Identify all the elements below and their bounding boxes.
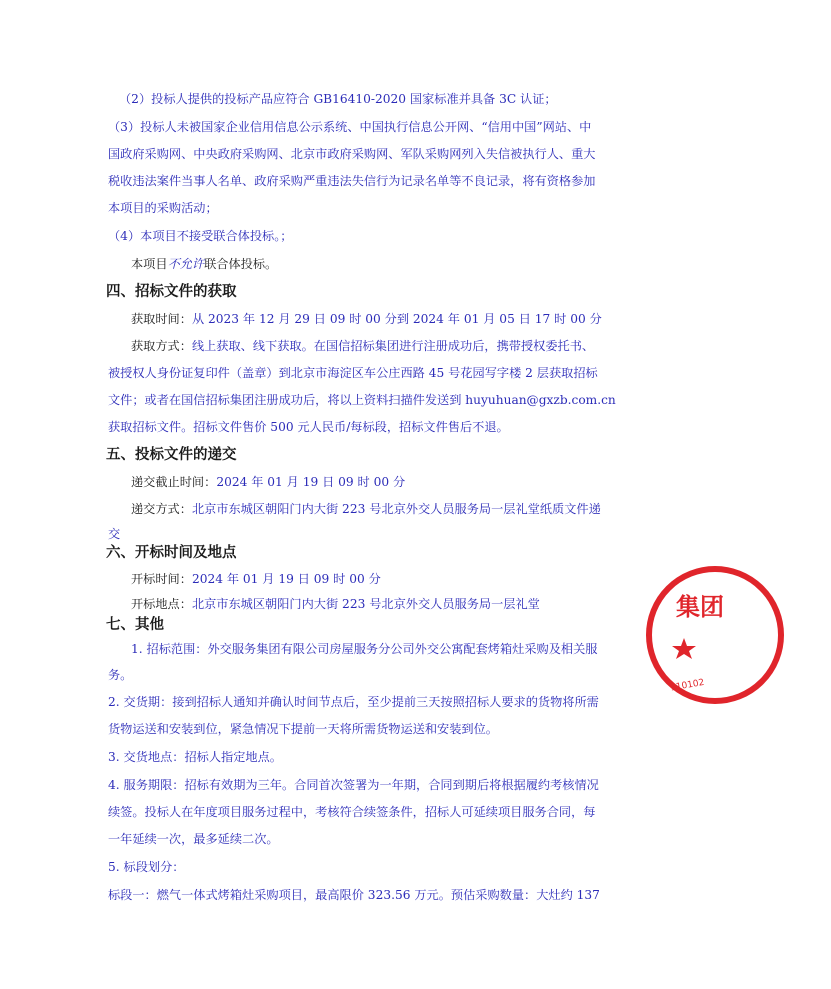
requirement-item-3-line-3: 税收违法案件当事人名单、政府采购严重违法失信行为记录名单等不良记录，将有资格参加 <box>108 174 596 188</box>
opening-place: 开标地点：北京市东城区朝阳门内大街 223 号北京外交人员服务局一层礼堂 <box>131 597 540 611</box>
lot-1-line: 标段一：燃气一体式烤箱灶采购项目，最高限价 323.56 万元。预估采购数量：大灶约 137 <box>108 888 600 902</box>
other-item-4-line-3: 一年延续一次，最多延续二次。 <box>108 832 279 846</box>
consortium-statement: 本项目不允许联合体投标。 <box>131 257 278 271</box>
obtain-method-line-2: 被授权人身份证复印件（盖章）到北京市海淀区车公庄西路 45 号花园写字楼 2 层获取招标 <box>108 366 598 380</box>
obtain-method-line-4: 获取招标文件。招标文件售价 500 元人民币/每标段，招标文件售后不退。 <box>108 420 509 434</box>
other-item-4-line-2: 续签。投标人在年度项目服务过程中，考核符合续签条件，招标人可延续项目服务合同，每 <box>108 805 596 819</box>
requirement-item-3-line-2: 国政府采购网、中央政府采购网、北京市政府采购网、军队采购网列入失信被执行人、重大 <box>108 147 596 161</box>
requirement-item-3-line-1: （3）投标人未被国家企业信用信息公示系统、中国执行信息公开网、“信用中国”网站、中 <box>108 120 592 134</box>
other-item-4-line-1: 4. 服务期限：招标有效期为三年。合同首次签署为一年期，合同到期后将根据履约考核情况 <box>108 778 599 792</box>
obtain-method-line-3: 文件；或者在国信招标集团注册成功后，将以上资料扫描件发送到 huyuhuan@gxzb.com.cn <box>108 393 616 407</box>
submit-method-line-1: 递交方式：北京市东城区朝阳门内大街 223 号北京外交人员服务局一层礼堂纸质文件递 <box>131 502 601 516</box>
requirement-item-3-line-4: 本项目的采购活动； <box>108 201 218 215</box>
requirement-item-2: （2）投标人提供的投标产品应符合 GB16410-2020 国家标准并具备 3C 认证； <box>119 92 557 106</box>
section-heading-obtain: 四、招标文件的获取 <box>106 284 237 300</box>
other-item-2-line-1: 2. 交货期：接到招标人通知并确认时间节点后，至少提前三天按照招标人要求的货物将所需 <box>108 695 599 709</box>
requirement-item-4: （4）本项目不接受联合体投标。； <box>108 229 293 243</box>
submit-deadline: 递交截止时间：2024 年 01 月 19 日 09 时 00 分 <box>131 475 406 489</box>
obtain-time: 获取时间：从 2023 年 12 月 29 日 09 时 00 分到 2024 年 01 月 05 日 17 时 00 分 <box>131 312 602 326</box>
opening-time: 开标时间：2024 年 01 月 19 日 09 时 00 分 <box>131 572 381 586</box>
submit-method-line-2: 交 <box>108 527 121 541</box>
other-item-3: 3. 交货地点：招标人指定地点。 <box>108 750 282 764</box>
other-item-1-line-2: 务。 <box>108 668 133 682</box>
stamp-star-icon <box>672 638 696 659</box>
other-item-5: 5. 标段划分： <box>108 860 185 874</box>
section-heading-other: 七、其他 <box>106 617 164 633</box>
stamp-text-bottom: 110102 <box>669 677 706 694</box>
section-heading-submit: 五、投标文件的递交 <box>106 447 237 463</box>
section-heading-opening: 六、开标时间及地点 <box>106 545 237 561</box>
stamp-text-top: 集团 <box>676 593 724 621</box>
other-item-1-line-1: 1. 招标范围：外交服务集团有限公司房屋服务分公司外交公寓配套烤箱灶采购及相关服 <box>131 642 598 656</box>
other-item-2-line-2: 货物运送和安装到位，紧急情况下提前一天将所需货物运送和安装到位。 <box>108 722 498 736</box>
obtain-method-line-1: 获取方式：线上获取、线下获取。在国信招标集团进行注册成功后，携带授权委托书、 <box>131 339 595 353</box>
company-seal-stamp <box>640 560 790 710</box>
